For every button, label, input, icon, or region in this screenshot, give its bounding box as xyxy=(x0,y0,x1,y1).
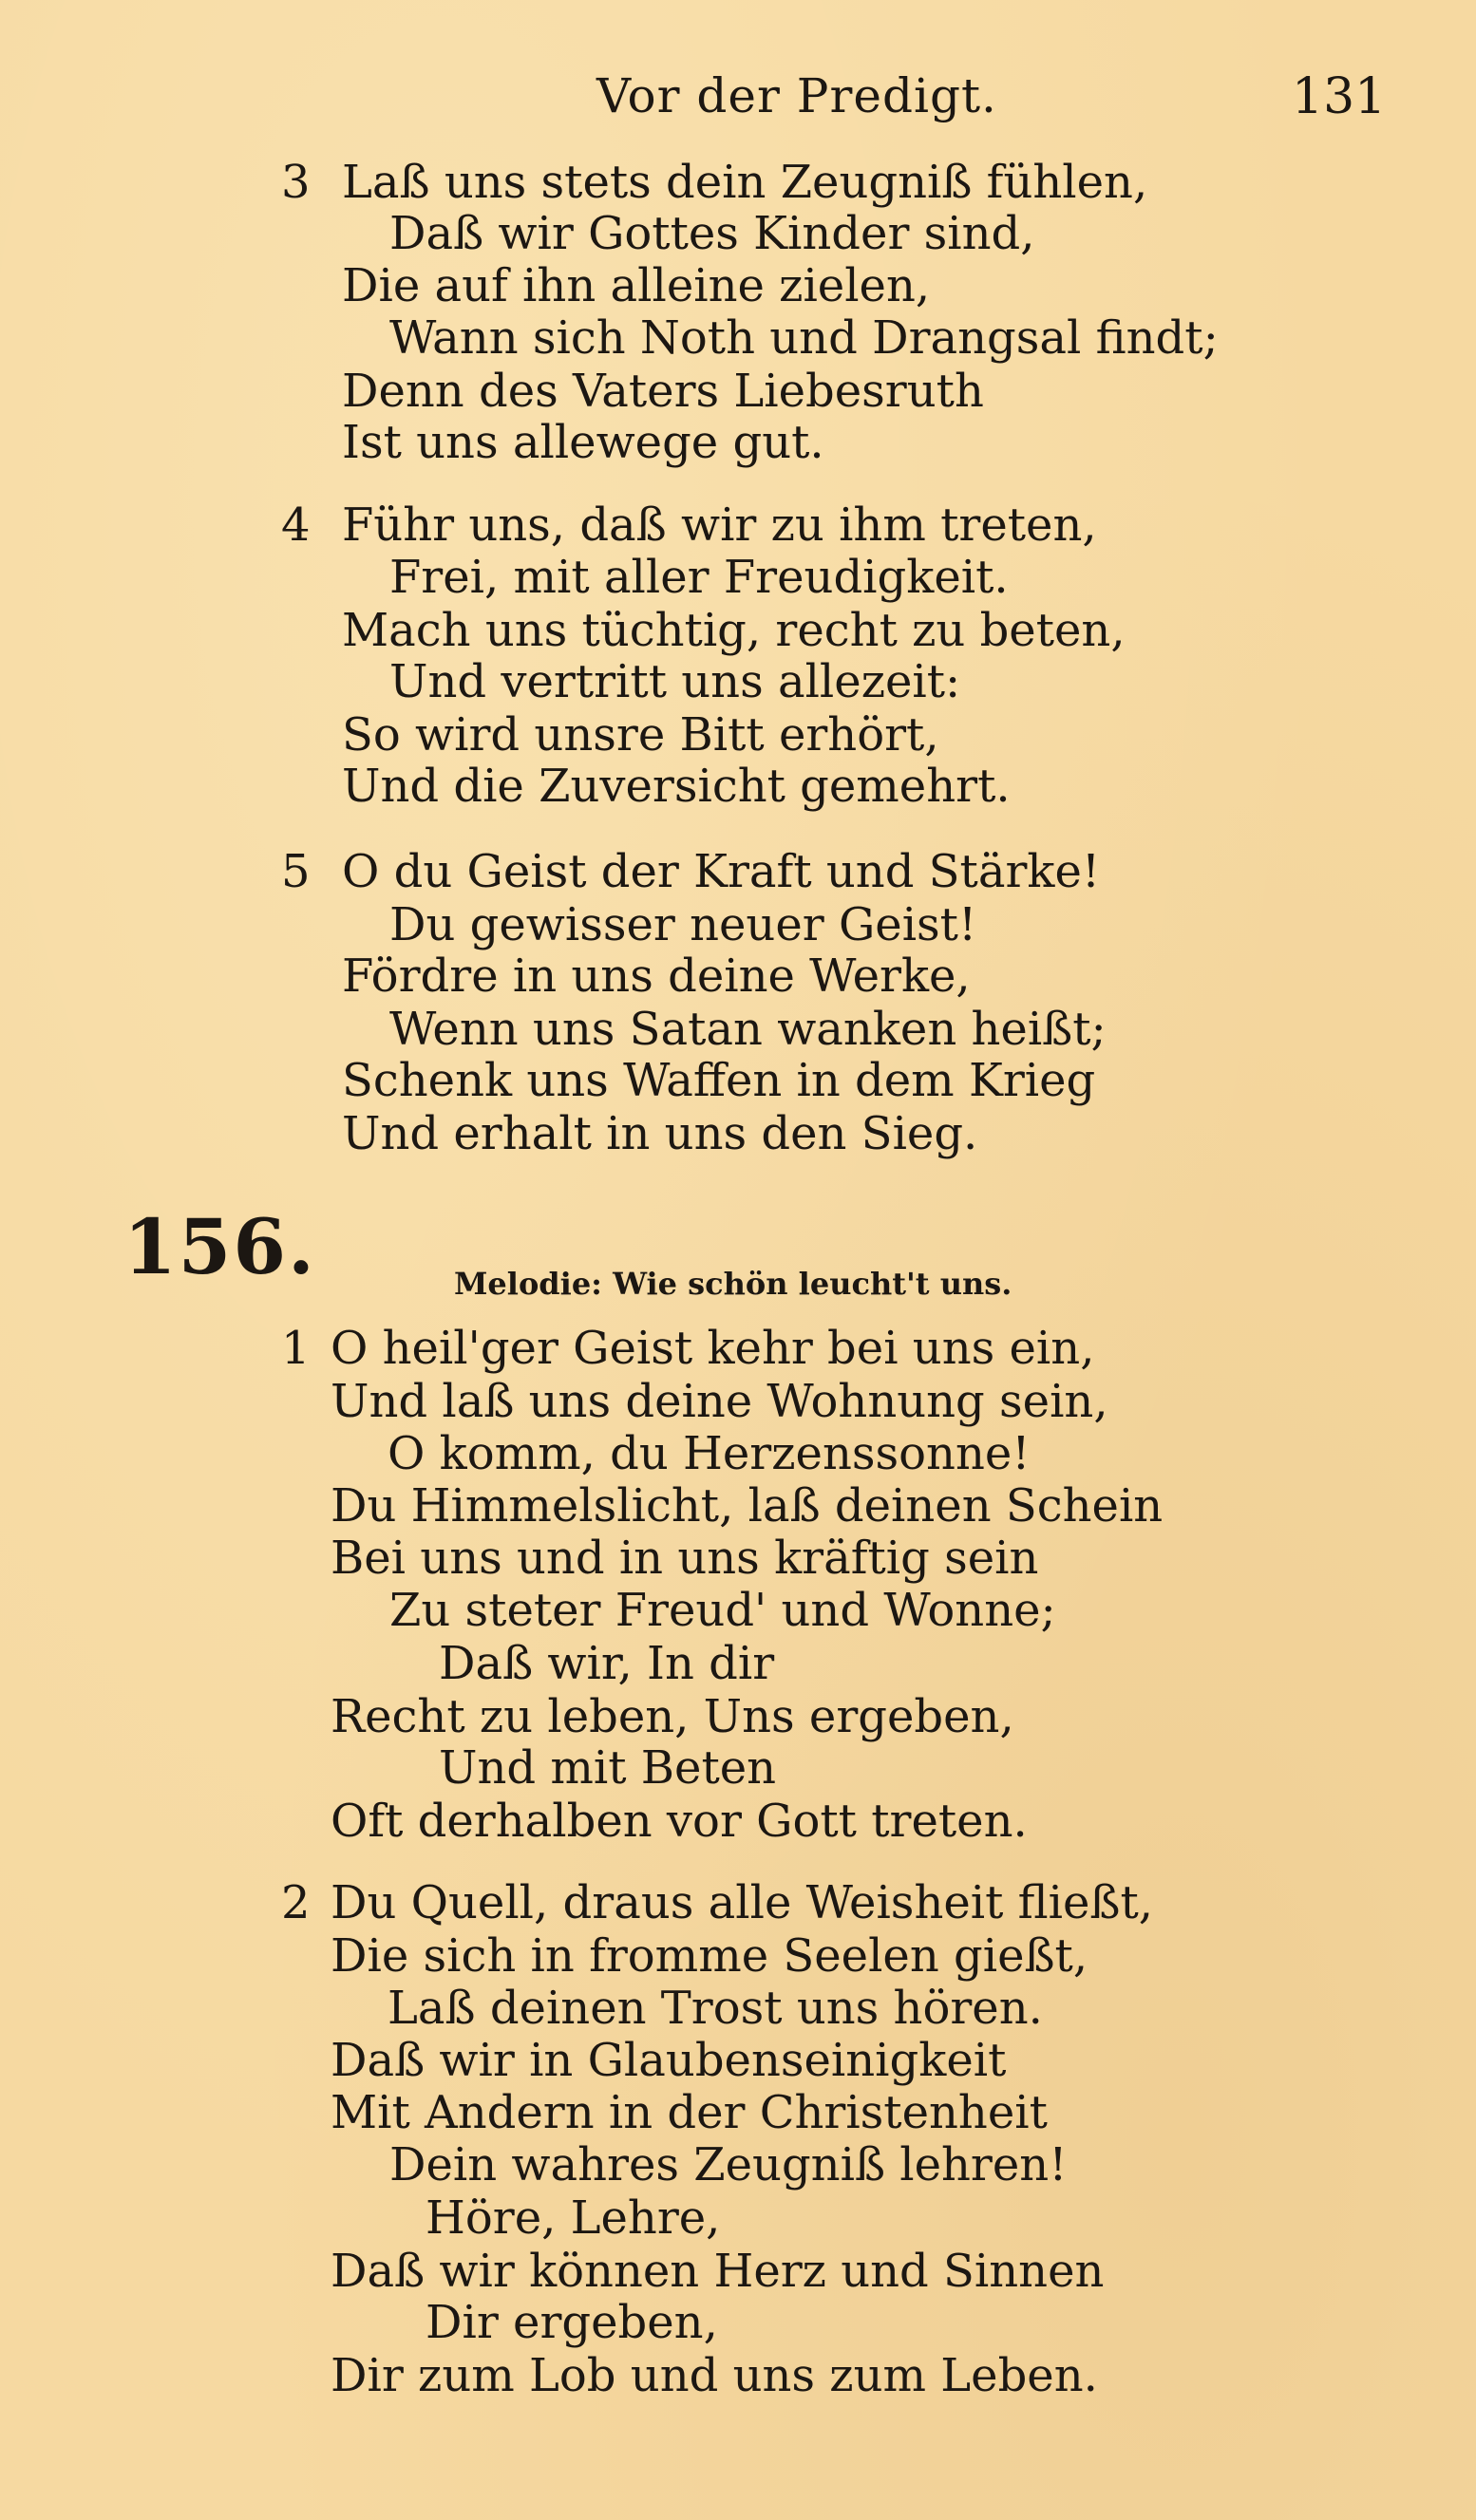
verse-line: Daß wir in Glaubenseinigkeit xyxy=(331,2034,1007,2087)
verse-line: Und die Zuversicht gemehrt. xyxy=(342,760,1011,813)
verse-line: Wenn uns Satan wanken heißt; xyxy=(389,1003,1107,1056)
verse-line: Mit Andern in der Christenheit xyxy=(331,2086,1048,2139)
verse-line: Dein wahres Zeugniß lehren! xyxy=(389,2138,1068,2191)
verse-line: Oft derhalben vor Gott treten. xyxy=(331,1795,1028,1848)
verse-line: Daß wir Gottes Kinder sind, xyxy=(389,207,1035,260)
verse-number: 3 xyxy=(281,156,311,209)
verse-line: Und laß uns deine Wohnung sein, xyxy=(331,1375,1108,1428)
verse-line: Und mit Beten xyxy=(439,1741,777,1795)
verse-number: 1 xyxy=(281,1322,311,1375)
verse-line: Denn des Vaters Liebesruth xyxy=(342,365,984,418)
verse-line: Laß deinen Trost uns hören. xyxy=(388,1982,1043,2035)
verse-line: Zu steter Freud' und Wonne; xyxy=(389,1584,1056,1637)
verse-line: Recht zu leben, Uns ergeben, xyxy=(331,1690,1014,1743)
verse-line: Und vertritt uns allezeit: xyxy=(389,655,961,708)
verse-line: Höre, Lehre, xyxy=(426,2191,721,2245)
verse-line: Schenk uns Waffen in dem Krieg xyxy=(342,1054,1096,1107)
running-head xyxy=(0,68,1476,135)
running-title: Vor der Predigt. xyxy=(596,68,997,123)
verse-line: Dir zum Lob und uns zum Leben. xyxy=(331,2349,1098,2402)
verse-line: Du Himmelslicht, laß deinen Schein xyxy=(331,1479,1164,1533)
verse-line: Mach uns tüchtig, recht zu beten, xyxy=(342,604,1126,657)
melody-line: Melodie: Wie schön leucht't uns. xyxy=(454,1266,1012,1302)
verse-line: Und erhalt in uns den Sieg. xyxy=(342,1107,978,1160)
verse-line: Laß uns stets dein Zeugniß fühlen, xyxy=(342,156,1148,209)
verse-line: O komm, du Herzenssonne! xyxy=(388,1427,1031,1480)
verse-line: Daß wir können Herz und Sinnen xyxy=(331,2245,1105,2298)
verse-line: Die auf ihn alleine zielen, xyxy=(342,259,931,312)
verse-number: 4 xyxy=(281,498,311,552)
verse-number: 5 xyxy=(281,845,311,898)
verse-line: Führ uns, daß wir zu ihm treten, xyxy=(342,498,1097,552)
verse-line: Wann sich Noth und Drangsal findt; xyxy=(389,311,1219,365)
verse-line: Dir ergeben, xyxy=(426,2296,718,2349)
verse-line: Ist uns allewege gut. xyxy=(342,416,824,469)
page-number: 131 xyxy=(1292,68,1387,125)
verse-line: So wird unsre Bitt erhört, xyxy=(342,708,939,762)
verse-number: 2 xyxy=(281,1876,311,1929)
verse-line: O du Geist der Kraft und Stärke! xyxy=(342,845,1101,898)
verse-line: Fördre in uns deine Werke, xyxy=(342,950,971,1003)
verse-line: Daß wir, In dir xyxy=(439,1637,775,1690)
verse-line: Die sich in fromme Seelen gießt, xyxy=(331,1929,1088,1983)
verse-line: Du Quell, draus alle Weisheit fließt, xyxy=(331,1876,1154,1929)
verse-line: Frei, mit aller Freudigkeit. xyxy=(389,551,1009,604)
verse-line: Bei uns und in uns kräftig sein xyxy=(331,1532,1039,1585)
hymn-number: 156. xyxy=(123,1202,316,1291)
verse-line: Du gewisser neuer Geist! xyxy=(389,898,977,951)
verse-line: O heil'ger Geist kehr bei uns ein, xyxy=(331,1322,1095,1375)
